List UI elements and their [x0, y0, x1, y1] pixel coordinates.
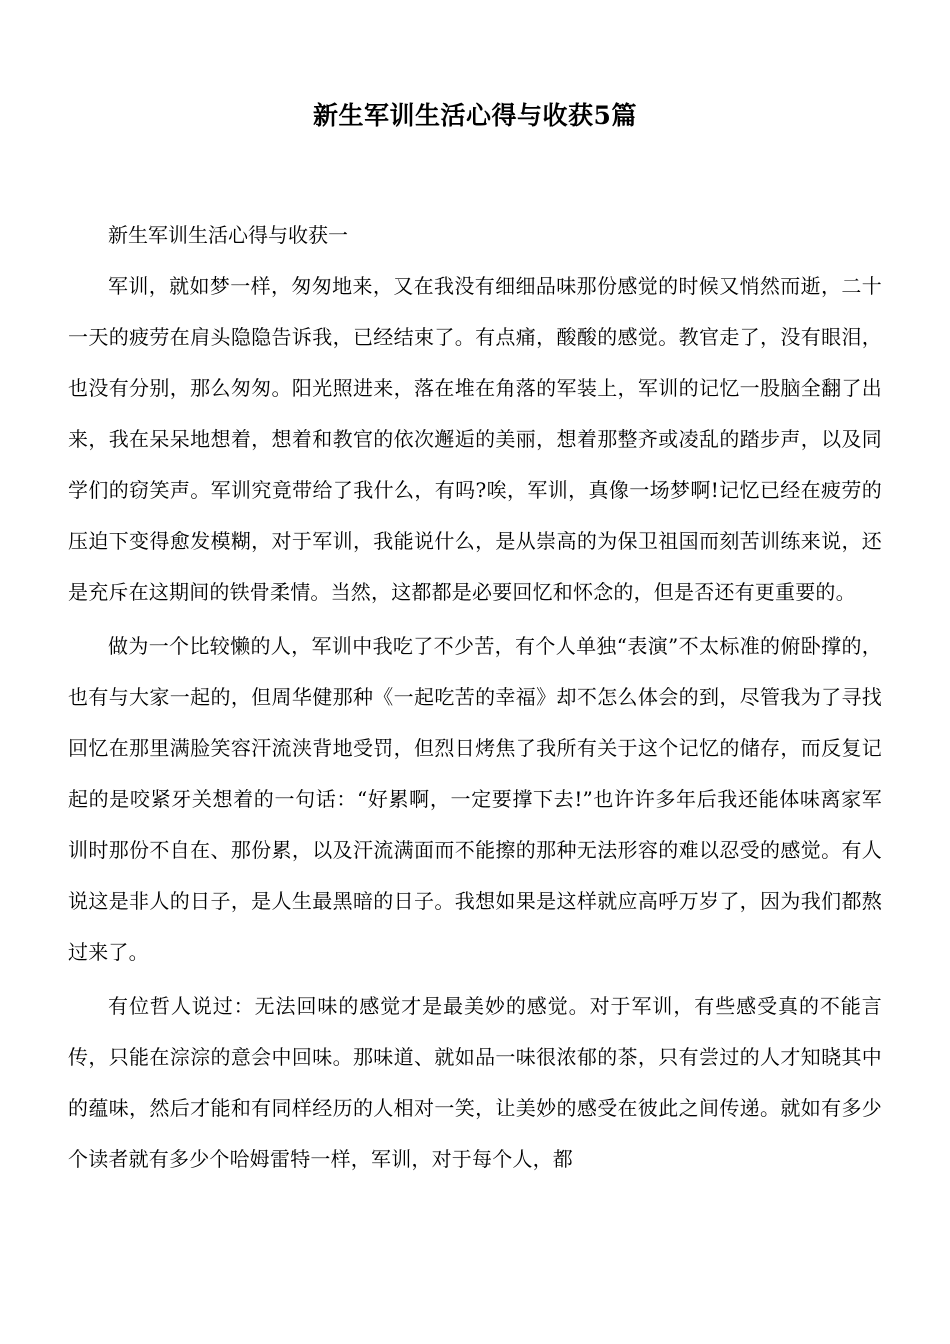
- paragraph-3: 有位哲人说过：无法回味的感觉才是最美妙的感觉。对于军训，有些感受真的不能言传，只能在淙淙的意会中回味。那味道、就如品一味很浓郁的茶，只有尝过的人才知晓其中的蕴味，然后才能和有同样经历的人相对一笑，让美妙的感受在彼此之间传递。就如有多少个读者就有多少个哈姆雷特一样，军训，对于每个人，都: [68, 994, 882, 1171]
- document-body: [68, 210, 882, 1185]
- paragraph-2: 做为一个比较懒的人，军训中我吃了不少苦，有个人单独“表演”不太标准的俯卧撑的，也有与大家一起的，但周华健那种《一起吃苦的幸福》却不怎么体会的到，尽管我为了寻找回忆在那里满脸笑容汗流浃背地受罚，但烈日烤焦了我所有关于这个记忆的储存，而反复记起的是咬紧牙关想着的一句话：“好累啊，一定要撑下去!”也许许多年后我还能体味离家军训时那份不自在、那份累，以及汗流满面而不能擦的那种无法形容的难以忍受的感觉。有人说这是非人的日子，是人生最黑暗的日子。我想如果是这样就应高呼万岁了，因为我们都熬过来了。: [68, 634, 882, 964]
- paragraph-1: 军训，就如梦一样，匆匆地来，又在我没有细细品味那份感觉的时候又悄然而逝，二十一天的疲劳在肩头隐隐告诉我，已经结束了。有点痛，酸酸的感觉。教官走了，没有眼泪，也没有分别，那么匆匆。阳光照进来，落在堆在角落的军装上，军训的记忆一股脑全翻了出来，我在呆呆地想着，想着和教官的依次邂逅的美丽，想着那整齐或凌乱的踏步声，以及同学们的窃笑声。军训究竟带给了我什么，有吗?唉，军训，真像一场梦啊!记忆已经在疲劳的压迫下变得愈发模糊，对于军训，我能说什么，是从崇高的为保卫祖国而刻苦训练来说，还是充斥在这期间的铁骨柔情。当然，这都都是必要回忆和怀念的，但是否还有更重要的。: [68, 274, 882, 604]
- document-title: 新生军训生活心得与收获5篇: [313, 101, 637, 130]
- section-heading: 新生军训生活心得与收获一: [108, 223, 348, 247]
